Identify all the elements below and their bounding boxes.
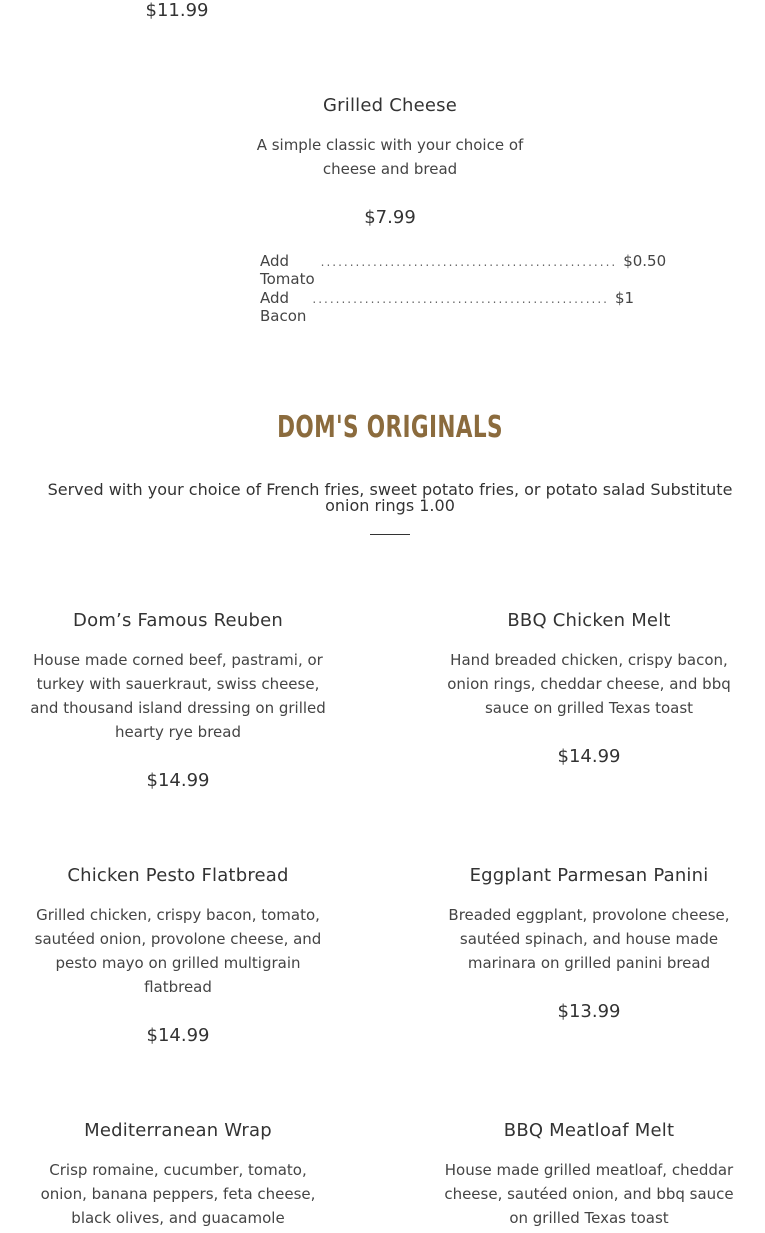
addon-price: $1	[614, 289, 635, 307]
item-description: Crisp romaine, cucumber, tomato, onion, banana peppers, feta cheese, black olives, and guacamole	[40, 1161, 316, 1227]
item-price: $14.99	[146, 1025, 210, 1046]
addon-leader-dots: ...................................................	[320, 255, 618, 269]
section-divider	[370, 534, 410, 535]
item-title: Dom’s Famous Reuben	[73, 610, 283, 631]
addon-label: Add Tomato	[260, 252, 315, 288]
item-description: House made grilled meatloaf, cheddar cheese, sautéed onion, and bbq sauce on grilled Texas toast	[444, 1161, 734, 1227]
addon-label: Add Bacon	[260, 289, 307, 325]
item-title: Chicken Pesto Flatbread	[67, 865, 289, 886]
item-price: $7.99	[364, 207, 416, 228]
item-price: $13.99	[557, 1001, 621, 1022]
addon-leader-dots: ...................................................	[312, 292, 609, 306]
section-subheading: Served with your choice of French fries, sweet potato fries, or potato salad Substitute onion rings 1.00	[47, 480, 733, 515]
item-title: Mediterranean Wrap	[84, 1120, 272, 1141]
addon-row-bacon	[260, 289, 635, 325]
item-description: House made corned beef, pastrami, or turkey with sauerkraut, swiss cheese, and thousand island dressing on grilled hearty rye bread	[30, 651, 326, 741]
item-description: A simple classic with your choice of cheese and bread	[256, 136, 524, 178]
item-title: BBQ Chicken Melt	[507, 610, 671, 631]
item-description: Breaded eggplant, provolone cheese, sautéed spinach, and house made marinara on grilled panini bread	[448, 906, 730, 972]
item-title: Grilled Cheese	[323, 95, 457, 116]
top-item-price: $11.99	[145, 0, 209, 21]
item-description: Grilled chicken, crispy bacon, tomato, sautéed onion, provolone cheese, and pesto mayo on grilled multigrain flatbread	[34, 906, 322, 996]
item-price: $14.99	[557, 746, 621, 767]
item-price: $14.99	[146, 770, 210, 791]
item-title: Eggplant Parmesan Panini	[469, 865, 709, 886]
addon-price: $0.50	[623, 252, 667, 270]
addon-row-tomato	[260, 252, 667, 288]
item-description: Hand breaded chicken, crispy bacon, onion rings, cheddar cheese, and bbq sauce on grilled Texas toast	[447, 651, 731, 717]
section-heading: DOM'S ORIGINALS	[277, 410, 503, 445]
item-title: BBQ Meatloaf Melt	[503, 1120, 675, 1141]
